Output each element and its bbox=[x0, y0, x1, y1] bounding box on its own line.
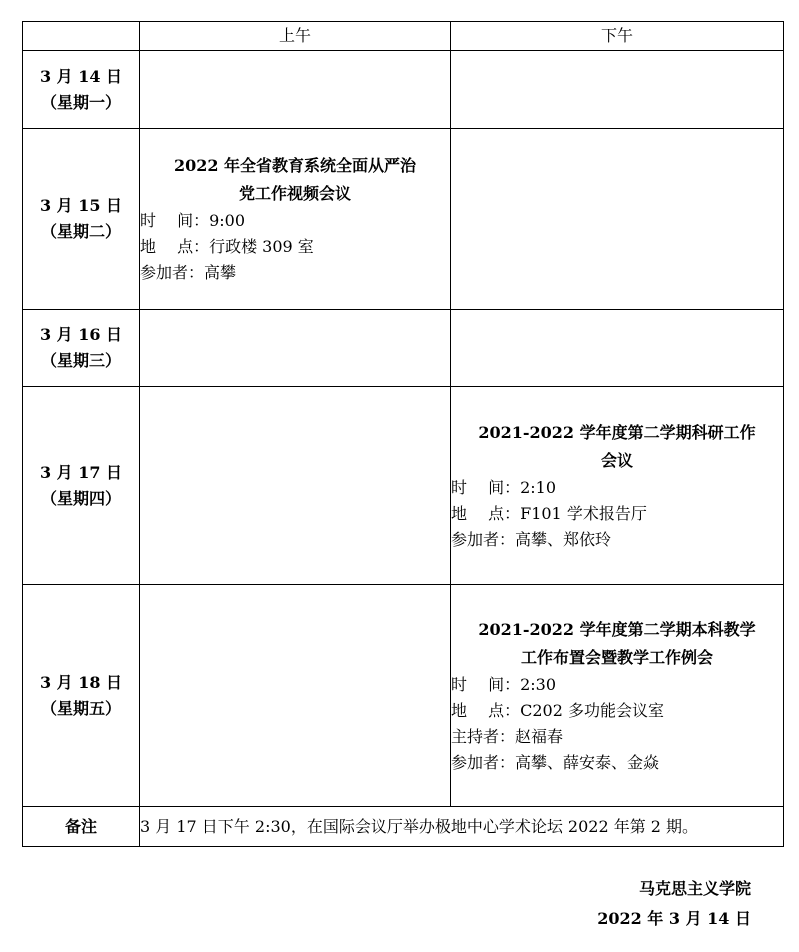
header-row bbox=[23, 22, 784, 51]
day-cell bbox=[23, 129, 140, 310]
event-attendees: 参加者：高攀 bbox=[140, 263, 237, 282]
table-row bbox=[23, 51, 784, 129]
day-cell bbox=[23, 51, 140, 129]
event-place: 地 点：行政楼 309 室 bbox=[140, 237, 314, 256]
schedule-table bbox=[22, 21, 784, 847]
event-title: 工作布置会暨教学工作例会 bbox=[520, 647, 713, 667]
table-row bbox=[23, 129, 784, 310]
morning-cell bbox=[140, 129, 451, 310]
afternoon-cell bbox=[451, 585, 784, 807]
event-place: 地 点：C202 多功能会议室 bbox=[451, 700, 664, 720]
afternoon-cell bbox=[451, 387, 784, 585]
event-title: 会议 bbox=[600, 450, 633, 470]
event-host: 主持者：赵福春 bbox=[451, 726, 564, 746]
note-label: 备注 bbox=[23, 807, 140, 847]
header-morning: 上午 bbox=[140, 22, 451, 51]
event-attendees: 参加者：高攀、郑依玲 bbox=[451, 529, 612, 549]
table-row bbox=[23, 585, 784, 807]
day-weekday: （星期四） bbox=[40, 488, 121, 508]
event-title: 党工作视频会议 bbox=[238, 184, 351, 203]
morning-cell bbox=[140, 310, 451, 387]
day-date: 3 月 17 日 bbox=[39, 462, 123, 482]
day-weekday: （星期三） bbox=[40, 351, 121, 370]
header-blank-cell bbox=[23, 22, 140, 51]
day-date: 3 月 18 日 bbox=[39, 672, 123, 692]
day-weekday: （星期一） bbox=[40, 92, 121, 112]
note-row bbox=[23, 807, 784, 847]
day-cell bbox=[23, 310, 140, 387]
day-cell bbox=[23, 387, 140, 585]
afternoon-cell bbox=[451, 51, 784, 129]
footer-date: 2022 年 3 月 14 日 bbox=[597, 909, 751, 928]
morning-cell bbox=[140, 585, 451, 807]
table-row bbox=[23, 310, 784, 387]
day-weekday: （星期五） bbox=[40, 698, 121, 718]
event-title: 2022 年全省教育系统全面从严治 bbox=[173, 156, 417, 175]
event-attendees: 参加者：高攀、薛安泰、金焱 bbox=[451, 752, 660, 772]
day-cell bbox=[23, 585, 140, 807]
table-row bbox=[23, 387, 784, 585]
event-time: 时 间：2:30 bbox=[451, 674, 557, 694]
day-weekday: （星期二） bbox=[40, 222, 121, 241]
afternoon-cell bbox=[451, 310, 784, 387]
note-text: 3 月 17 日下午 2:30，在国际会议厅举办极地中心学术论坛 2022 年第 2 期。 bbox=[140, 807, 784, 847]
day-date: 3 月 15 日 bbox=[39, 196, 123, 215]
morning-cell bbox=[140, 51, 451, 129]
event-time: 时 间：2:10 bbox=[451, 477, 557, 497]
footer-org: 马克思主义学院 bbox=[638, 879, 751, 898]
event-time: 时 间：9:00 bbox=[140, 211, 246, 230]
event-place: 地 点：F101 学术报告厅 bbox=[451, 503, 647, 523]
event-title: 2021-2022 学年度第二学期本科教学 bbox=[478, 619, 756, 639]
day-date: 3 月 16 日 bbox=[39, 325, 123, 344]
header-afternoon: 下午 bbox=[451, 22, 784, 51]
day-date: 3 月 14 日 bbox=[39, 66, 123, 86]
event-title: 2021-2022 学年度第二学期科研工作 bbox=[478, 422, 756, 442]
morning-cell bbox=[140, 387, 451, 585]
afternoon-cell bbox=[451, 129, 784, 310]
